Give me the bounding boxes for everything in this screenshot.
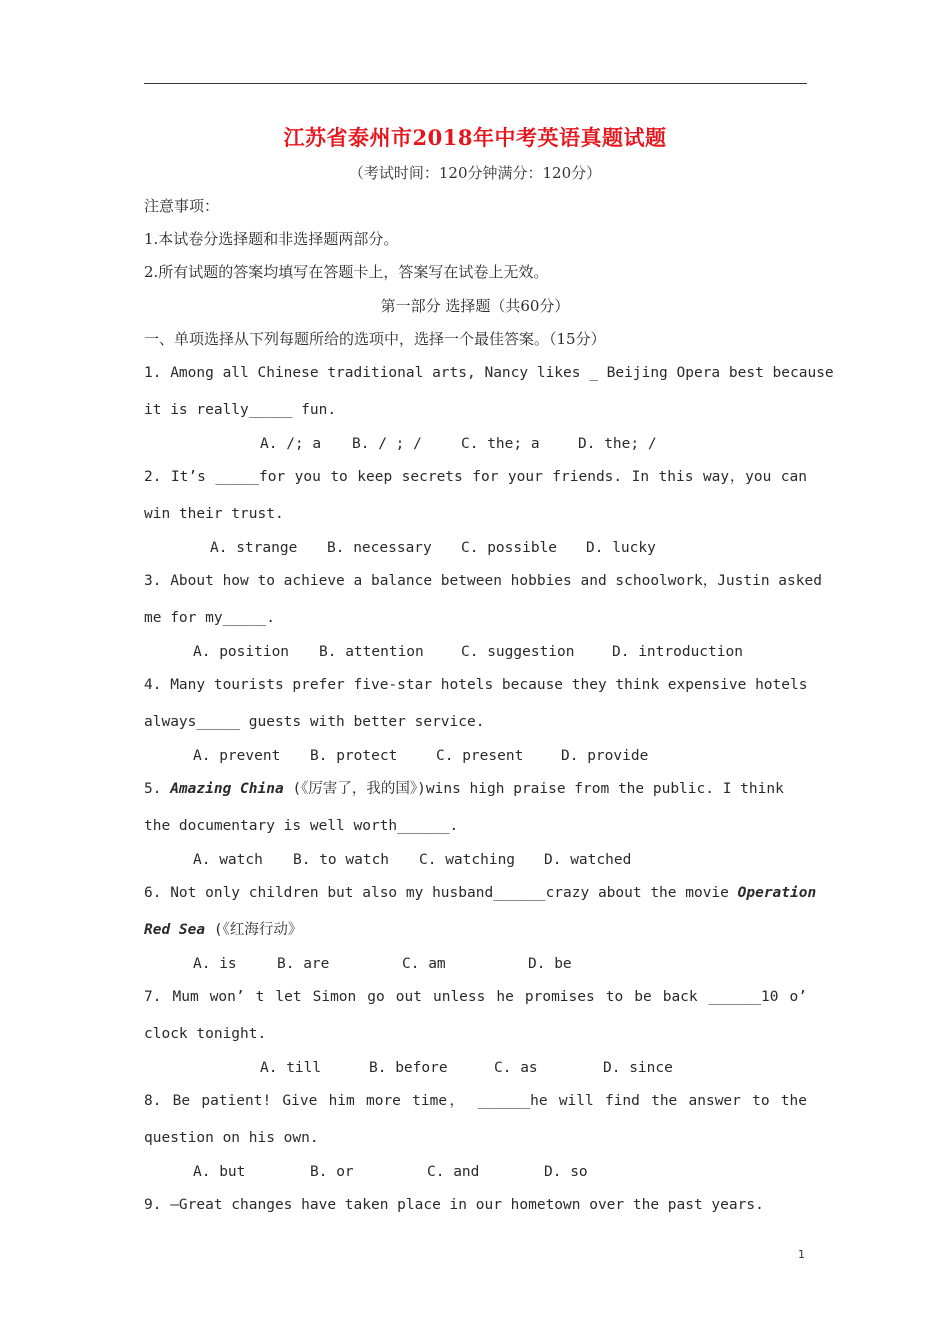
part-title: 第一部分 选择题（共60分） xyxy=(380,297,570,315)
question-1-text-cont: it is really_____ fun. xyxy=(144,402,337,418)
notice-item: 1.本试卷分选择题和非选择题两部分。 xyxy=(144,230,399,248)
option-d: D. so xyxy=(544,1164,588,1180)
option-c: C. watching xyxy=(419,852,516,868)
movie-title-part: Red Sea xyxy=(144,922,206,938)
question-number: 5. xyxy=(144,781,162,797)
option-d: D. the; / xyxy=(578,436,657,452)
option-c: C. and xyxy=(427,1164,480,1180)
option-c: C. suggestion xyxy=(461,644,575,660)
question-8-text: 8. Be patient! Give him more time， ______he will find the answer to the xyxy=(144,1093,807,1109)
question-5-text xyxy=(144,779,807,799)
page-title: 江苏省泰州市2018年中考英语真题试题 xyxy=(283,125,667,150)
option-b: B. attention xyxy=(319,644,424,660)
question-6-text xyxy=(144,883,817,903)
option-b: B. are xyxy=(277,956,330,972)
section-instruction: 一、单项选择从下列每题所给的选项中，选择一个最佳答案。（15分） xyxy=(144,330,606,348)
top-rule xyxy=(144,83,807,84)
documentary-title: Amazing China xyxy=(170,781,284,797)
option-b: B. / ; / xyxy=(352,436,422,452)
option-c: C. possible xyxy=(461,540,558,556)
option-b: B. before xyxy=(369,1060,448,1076)
option-d: D. since xyxy=(603,1060,673,1076)
option-b: B. necessary xyxy=(327,540,432,556)
question-1-text: 1. Among all Chinese traditional arts, Nancy likes _ Beijing Opera best because xyxy=(144,365,834,381)
question-5-text-cont: the documentary is well worth______. xyxy=(144,818,459,834)
question-7-text-cont: clock tonight. xyxy=(144,1026,267,1042)
option-b: B. protect xyxy=(310,748,398,764)
option-c: C. the; a xyxy=(461,436,540,452)
question-8-text-cont: question on his own. xyxy=(144,1130,319,1146)
option-c: C. present xyxy=(436,748,524,764)
exam-info: （考试时间：120分钟满分：120分） xyxy=(348,164,602,182)
option-d: D. provide xyxy=(561,748,649,764)
option-a: A. but xyxy=(193,1164,246,1180)
question-9-text: 9. —Great changes have taken place in our hometown over the past years. xyxy=(144,1197,764,1213)
question-6-rest: (《红海行动》 xyxy=(213,922,303,938)
option-a: A. strange xyxy=(210,540,298,556)
question-2-text-cont: win their trust. xyxy=(144,506,284,522)
option-b: B. to watch xyxy=(293,852,390,868)
question-4-text: 4. Many tourists prefer five-star hotels because they think expensive hotels xyxy=(144,677,808,693)
question-3-text: 3. About how to achieve a balance between hobbies and schoolwork，Justin asked xyxy=(144,573,822,589)
option-a: A. till xyxy=(260,1060,322,1076)
notice-heading: 注意事项： xyxy=(144,197,220,215)
option-a: A. /; a xyxy=(260,436,322,452)
question-6-pre: 6. Not only children but also my husband______crazy about the movie xyxy=(144,885,729,901)
option-d: D. lucky xyxy=(586,540,656,556)
option-a: A. is xyxy=(193,956,237,972)
option-d: D. watched xyxy=(544,852,632,868)
movie-title-part: Operation xyxy=(737,885,817,901)
option-c: C. as xyxy=(494,1060,538,1076)
notice-item: 2.所有试题的答案均填写在答题卡上，答案写在试卷上无效。 xyxy=(144,263,549,281)
option-a: A. position xyxy=(193,644,290,660)
option-d: D. be xyxy=(528,956,572,972)
question-7-text: 7. Mum won’ t let Simon go out unless he promises to be back ______10 o’ xyxy=(144,989,807,1005)
question-3-text-cont: me for my_____. xyxy=(144,610,275,626)
question-5-rest: (《厉害了，我的国》)wins high praise from the public. I think xyxy=(292,781,784,797)
option-a: A. watch xyxy=(193,852,263,868)
question-2-text: 2. It’s _____for you to keep secrets for your friends. In this way，you can xyxy=(144,469,807,485)
page-number: 1 xyxy=(798,1248,805,1261)
question-6-text-cont xyxy=(144,920,302,940)
option-b: B. or xyxy=(310,1164,354,1180)
option-d: D. introduction xyxy=(612,644,743,660)
option-a: A. prevent xyxy=(193,748,281,764)
question-4-text-cont: always_____ guests with better service. xyxy=(144,714,485,730)
option-c: C. am xyxy=(402,956,446,972)
